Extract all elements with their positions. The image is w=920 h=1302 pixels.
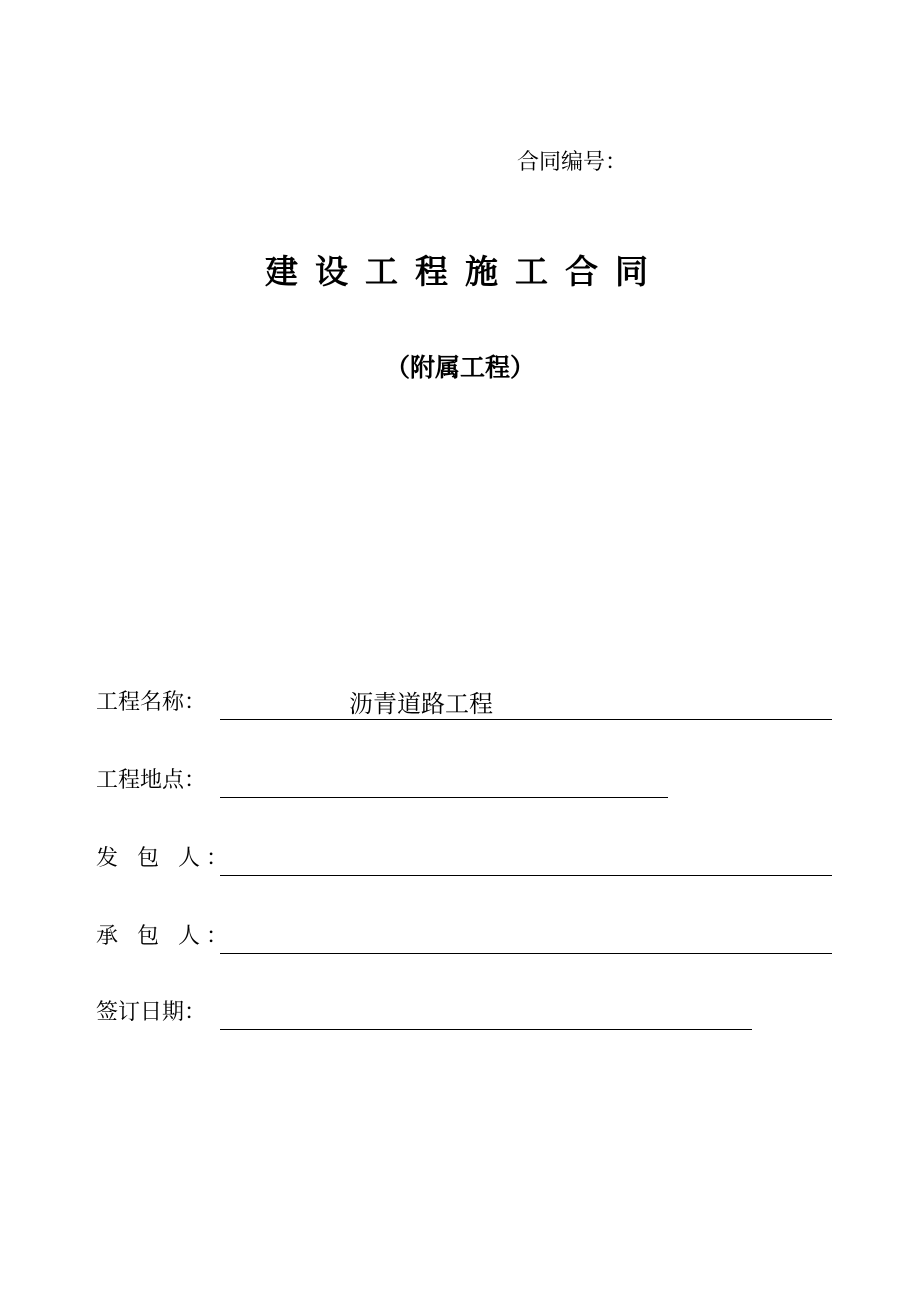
field-project-location — [96, 764, 676, 798]
field-contractor — [96, 920, 836, 954]
field-label: 工程地点： — [96, 768, 207, 793]
contractor-blank — [220, 923, 832, 954]
project-name-value: 沥青道路工程 — [349, 690, 493, 718]
field-label: 签订日期： — [96, 1000, 207, 1025]
signing-date-blank — [220, 999, 752, 1030]
contract-number-label: 合同编号： — [517, 150, 628, 175]
project-name-blank — [220, 689, 832, 720]
field-employer — [96, 842, 836, 876]
project-location-blank — [220, 767, 668, 798]
employer-blank — [220, 845, 832, 876]
page-subtitle: （附属工程） — [384, 353, 535, 382]
field-label: 工程名称： — [96, 690, 207, 715]
field-label: 发 包 人： — [96, 846, 234, 871]
page-title: 建设工程施工合同 — [265, 252, 665, 291]
field-label: 承 包 人： — [96, 924, 234, 949]
field-project-name — [96, 686, 836, 720]
field-signing-date — [96, 996, 756, 1030]
